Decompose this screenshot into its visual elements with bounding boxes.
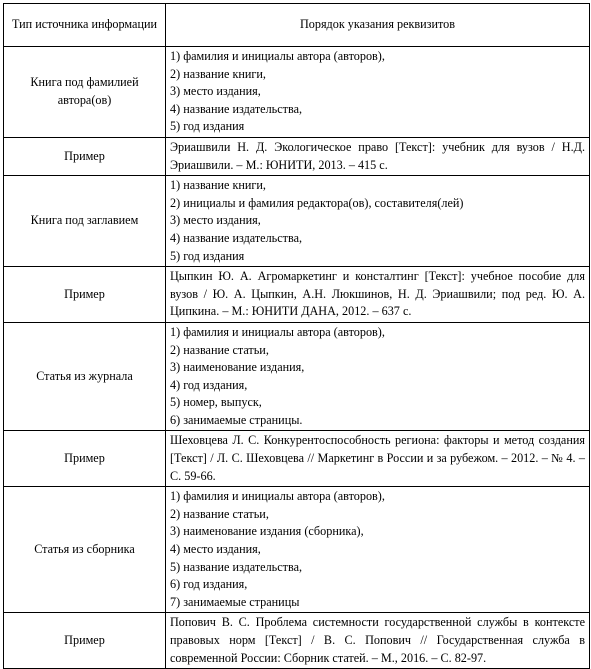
table-row <box>4 487 590 613</box>
row-source-type: Книга под заглавием <box>4 176 166 267</box>
row-example-text: Попович В. С. Проблема системности государственной службы в контексте правовых норм [Текст] / В. С. Попович // Государственная служба в современной России: Сборник статей. – М., 2016. – С. 82-97. <box>166 613 590 669</box>
header-source-type: Тип источника информации <box>4 4 166 47</box>
list-item: 5) номер, выпуск, <box>170 395 262 410</box>
table-row <box>4 322 590 431</box>
list-item: 5) название издательства, <box>170 559 303 574</box>
list-item: 2) название книги, <box>170 66 266 81</box>
list-item: 4) место издания, <box>170 542 261 557</box>
table-row <box>4 267 590 323</box>
table-row <box>4 613 590 669</box>
row-requisites-list <box>166 176 590 267</box>
list-item: 5) год издания <box>170 119 245 134</box>
list-item: 2) название статьи, <box>170 506 269 521</box>
row-requisites-list <box>166 487 590 613</box>
row-example-text: Шеховцева Л. С. Конкурентоспособность региона: факторы и метод создания [Текст] / Л. С. Шеховцева // Маркетинг в России и за рубежом. – 2012. – № 4. – С. 59-66. <box>166 431 590 487</box>
list-item: 2) название статьи, <box>170 342 269 357</box>
table-header-row <box>4 4 590 47</box>
table-row <box>4 47 590 138</box>
table-row <box>4 431 590 487</box>
list-item: 3) место издания, <box>170 84 261 99</box>
list-item: 5) год издания <box>170 248 245 263</box>
row-example-label: Пример <box>4 137 166 175</box>
row-source-type: Книга под фамилией автора(ов) <box>4 47 166 138</box>
row-requisites-list <box>166 47 590 138</box>
list-item: 2) инициалы и фамилия редактора(ов), составителя(лей) <box>170 195 464 210</box>
list-item: 1) название книги, <box>170 178 266 193</box>
row-example-text: Цыпкин Ю. А. Агромаркетинг и констaлтинг [Текст]: учебное пособие для вузов / Ю. А. Цыпкин, А.Н. Люкшинов, Н. Д. Эриашвили; под ред. Ю. А. Ципкина. – М.: ЮНИТИ ДАНА, 2012. – 637 с. <box>166 267 590 323</box>
row-example-label: Пример <box>4 267 166 323</box>
list-item: 4) название издательства, <box>170 230 303 245</box>
list-item: 3) наименование издания (сборника), <box>170 524 364 539</box>
list-item: 4) год издания, <box>170 377 248 392</box>
table-row <box>4 137 590 175</box>
row-requisites-list <box>166 322 590 431</box>
row-example-label: Пример <box>4 431 166 487</box>
list-item: 4) название издательства, <box>170 101 303 116</box>
list-item: 3) наименование издания, <box>170 360 305 375</box>
list-item: 1) фамилия и инициалы автора (авторов), <box>170 489 385 504</box>
table-row <box>4 176 590 267</box>
row-source-type: Статья из сборника <box>4 487 166 613</box>
list-item: 7) занимаемые страницы <box>170 594 300 609</box>
list-item: 6) год издания, <box>170 577 248 592</box>
row-example-label: Пример <box>4 613 166 669</box>
list-item: 3) место издания, <box>170 213 261 228</box>
bibliography-requirements-table <box>3 3 590 669</box>
list-item: 1) фамилия и инициалы автора (авторов), <box>170 49 385 63</box>
header-requisites-order: Порядок указания реквизитов <box>166 4 590 47</box>
row-source-type: Статья из журнала <box>4 322 166 431</box>
list-item: 1) фамилия и инициалы автора (авторов), <box>170 324 385 339</box>
list-item: 6) занимаемые страницы. <box>170 412 303 427</box>
row-example-text: Эриашвили Н. Д. Экологическое право [Текст]: учебник для вузов / Н.Д. Эриашвили. – М.: ЮНИТИ, 2013. – 415 с. <box>166 137 590 175</box>
